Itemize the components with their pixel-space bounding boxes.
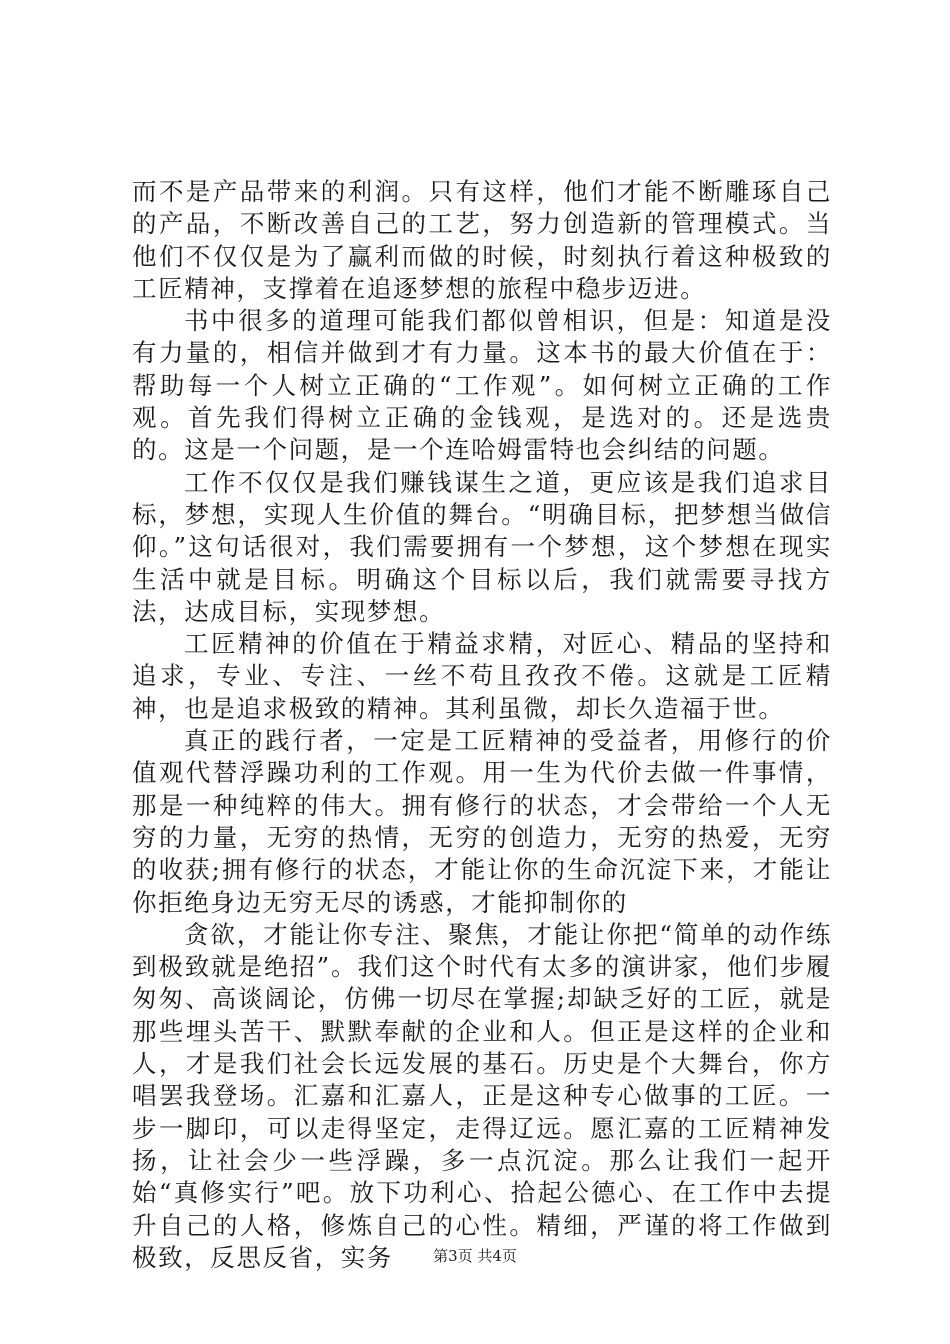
page-footer: 第3页 共4页 — [433, 1247, 517, 1265]
paragraph-3: 工作不仅仅是我们赚钱谋生之道，更应该是我们追求目标，梦想，实现人生价值的舞台。“明确目标，把梦想当做信仰。”这句话很对，我们需要拥有一个梦想，这个梦想在现实生活中就是目标。明确这个目标以后，我们就需要寻找方法，达成目标，实现梦想。 — [132, 467, 832, 626]
paragraph-1: 而不是产品带来的利润。只有这样，他们才能不断雕琢自己的产品，不断改善自己的工艺，努力创造新的管理模式。当他们不仅仅是为了赢利而做的时候，时刻执行着这种极致的工匠精神，支撑着在追逐梦想的旅程中稳步迈进。 — [132, 177, 832, 303]
paragraph-2: 书中很多的道理可能我们都似曾相识，但是：知道是没有力量的，相信并做到才有力量。这本书的最大价值在于：帮助每一个人树立正确的“工作观”。如何树立正确的工作观。首先我们得树立正确的金钱观，是选对的。还是选贵的。这是一个问题，是一个连哈姆雷特也会纠结的问题。 — [132, 306, 832, 465]
paragraph-5: 真正的践行者，一定是工匠精神的受益者，用修行的价值观代替浮躁功利的工作观。用一生为代价去做一件事情，那是一种纯粹的伟大。拥有修行的状态，才会带给一个人无穷的力量，无穷的热情，无穷的创造力，无穷的热爱，无穷的收获;拥有修行的状态，才能让你的生命沉淀下来，才能让你拒绝身边无穷无尽的诱惑，才能抑制你的 — [132, 726, 832, 917]
paragraph-4: 工匠精神的价值在于精益求精，对匠心、精品的坚持和追求，专业、专注、一丝不苟且孜孜不倦。这就是工匠精神，也是追求极致的精神。其利虽微，却长久造福于世。 — [132, 629, 832, 723]
document-body — [132, 176, 832, 1274]
paragraph-6: 贪欲，才能让你专注、聚焦，才能让你把“简单的动作练到极致就是绝招”。我们这个时代有太多的演讲家，他们步履匆匆、高谈阔论，仿佛一切尽在掌握;却缺乏好的工匠，就是那些埋头苦干、默默奉献的企业和人。但正是这样的企业和人，才是我们社会长远发展的基石。历史是个大舞台，你方唱罢我登场。汇嘉和汇嘉人，正是这种专心做事的工匠。一步一脚印，可以走得坚定，走得辽远。愿汇嘉的工匠精神发扬，让社会少一些浮躁，多一点沉淀。那么让我们一起开始“真修实行”吧。放下功利心、拾起公德心、在工作中去提升自己的人格，修炼自己的心性。精细，严谨的将工作做到极致，反思反省，实务 — [132, 919, 832, 1272]
